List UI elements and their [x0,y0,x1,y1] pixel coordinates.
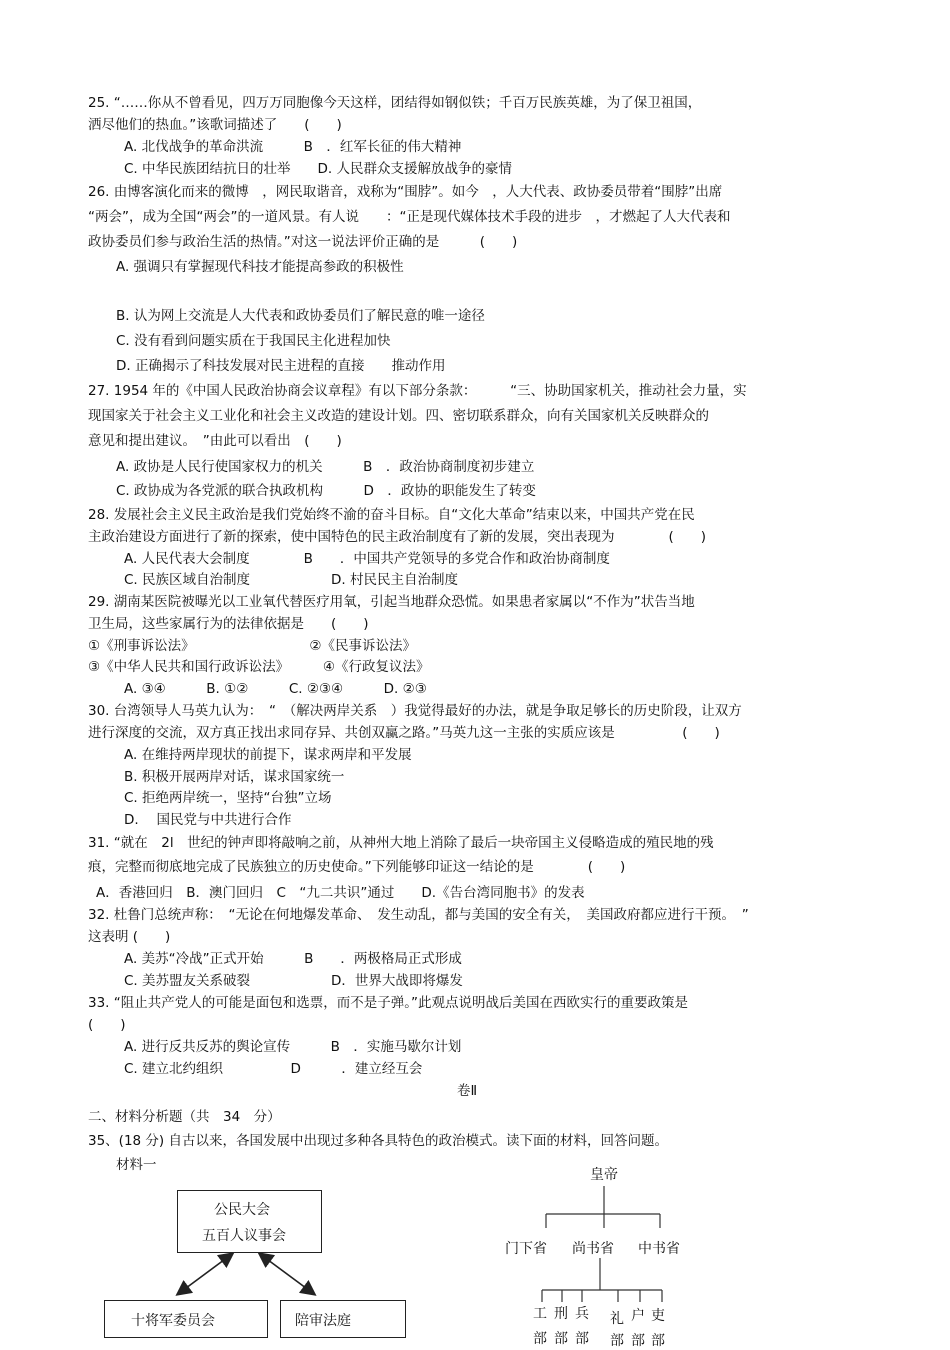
ministry-works-1: 工 [533,1306,547,1322]
q27-option-a-b: A. 政协是人民行使国家权力的机关 B ．政治协商制度初步建立 [116,459,535,475]
q27-line-2: 现国家关于社会主义工业化和社会主义改造的建设计划。四、密切联系群众，向有关国家机关反映群众的 [88,408,709,424]
q31-options: A．香港回归 B．澳门回归 C “九二共识”通过 D.《告台湾同胞书》的发表 [96,885,585,901]
arrow-council-generals [178,1254,232,1294]
q28-line-2: 主政治建设方面进行了新的探索，使中国特色的民主政治制度有了新的发展，突出表现为 ( ) [88,529,707,545]
ministry-revenue-2: 部 [631,1333,645,1349]
q33-line-1: 33. “阻止共产党人的可能是面包和选票，而不是子弹。”此观点说明战后美国在西欧实行的重要政策是 [88,995,688,1011]
assembly-label: 公民大会 [214,1202,270,1218]
q32-line-2: 这表明 ( ) [88,929,171,945]
q26-option-a: A. 强调只有掌握现代科技才能提高参政的积极性 [116,259,404,275]
ministry-justice-1: 刑 [554,1306,568,1322]
council-500-label: 五百人议事会 [202,1228,286,1244]
q29-line-4: ③《中华人民共和国行政诉讼法》 ④《行政复议法》 [88,659,430,675]
q30-line-1: 30. 台湾领导人马英九认为： “ （解决两岸关系 ）我觉得最好的办法，就是争取足够长的历史阶段，让双方 [88,703,742,719]
ministry-rites-2: 部 [610,1333,624,1349]
material-label: 材料一 [116,1157,157,1173]
q26-line-2: “两会”，成为全国“两会”的一道风景。有人说 ：“正是现代媒体技术手段的进步 ，才燃起了人大代表和 [88,209,731,225]
q33-option-a-b: A. 进行反共反苏的舆论宣传 B ．实施马歇尔计划 [124,1039,462,1055]
q26-line-3: 政协委员们参与政治生活的热情。”对这一说法评价正确的是 ( ) [88,234,518,250]
q29-line-2: 卫生局，这些家属行为的法律依据是 ( ) [88,616,369,632]
q30-option-a: A. 在维持两岸现状的前提下，谋求两岸和平发展 [124,747,412,763]
ministry-works-2: 部 [533,1331,547,1347]
section-title: 二、材料分析题（共 34 分） [88,1109,281,1125]
assembly-council-box [177,1190,322,1253]
ministry-rites-1: 礼 [610,1311,624,1327]
q28-line-1: 28. 发展社会主义民主政治是我们党始终不渝的奋斗目标。自“文化大革命”结束以来，中国共产党在民 [88,507,695,523]
q29-line-3: ①《刑事诉讼法》 ②《民事诉讼法》 [88,638,416,654]
generals-box [104,1300,268,1338]
q33-option-c-d: C. 建立北约组织 D ．建立经互会 [124,1061,423,1077]
q32-option-a-b: A. 美苏“冷战”正式开始 B ．两极格局正式形成 [124,951,462,967]
q31-line-1: 31. “就在 2l 世纪的钟声即将敲响之前，从神州大地上消除了最后一块帝国主义侵略造成的殖民地的残 [88,835,714,851]
q26-line-1: 26. 由博客演化而来的微博 ，网民取谐音，戏称为“围脖”。如今 ，人大代表、政协委员带着“围脖”出席 [88,184,723,200]
ministry-personnel-1: 吏 [651,1308,665,1324]
q28-option-a-b: A. 人民代表大会制度 B ．中国共产党领导的多党合作和政治协商制度 [124,551,610,567]
q25-option-a-b: A. 北伐战争的革命洪流 B ．红军长征的伟大精神 [124,139,462,155]
arrow-council-court [260,1254,314,1294]
q30-option-b: B. 积极开展两岸对话，谋求国家统一 [124,769,345,785]
q26-option-c: C. 没有看到问题实质在于我国民主化进程加快 [116,333,391,349]
ministry-war-2: 部 [575,1331,589,1347]
generals-label: 十将军委员会 [131,1313,215,1329]
q25-line-2: 洒尽他们的热血。”该歌词描述了 ( ) [88,117,342,133]
emperor-label: 皇帝 [590,1167,618,1183]
q27-option-c-d: C. 政协成为各党派的联合执政机构 D ．政协的职能发生了转变 [116,483,536,499]
court-box [280,1300,406,1338]
volume-title: 卷Ⅱ [457,1083,478,1099]
q25-option-c-d: C. 中华民族团结抗日的壮举 D. 人民群众支援解放战争的豪情 [124,161,512,177]
shangshu-label: 尚书省 [572,1241,614,1257]
q26-option-b: B. 认为网上交流是人大代表和政协委员们了解民意的唯一途径 [116,308,485,324]
q32-line-1: 32. 杜鲁门总统声称： “无论在何地爆发革命、 发生动乱，都与美国的安全有关， 美国政府都应进行干预。 ” [88,907,749,923]
q25-line-1: 25. “……你从不曾看见，四万万同胞像今天这样，团结得如钢似铁；千百万民族英雄，为了保卫祖国， [88,95,702,111]
q27-line-3: 意见和提出建议。 ”由此可以看出 ( ) [88,433,342,449]
ministry-revenue-1: 户 [631,1308,645,1324]
q33-line-2: ( ) [88,1017,126,1033]
q30-line-2: 进行深度的交流，双方真正找出求同存异、共创双赢之路。”马英九这一主张的实质应该是 ( ) [88,725,720,741]
ministry-justice-2: 部 [554,1331,568,1347]
court-label: 陪审法庭 [295,1313,351,1329]
q27-line-1: 27. 1954 年的《中国人民政治协商会议章程》有以下部分条款： “三、协助国家机关，推动社会力量，实 [88,383,747,399]
menxia-label: 门下省 [505,1241,547,1257]
q28-option-c-d: C. 民族区域自治制度 D. 村民民主自治制度 [124,572,458,588]
q35-stem: 35、(18 分) 自古以来，各国发展中出现过多种各具特色的政治模式。读下面的材料，回答问题。 [88,1133,668,1149]
ministry-personnel-2: 部 [651,1333,665,1349]
q30-option-c: C. 拒绝两岸统一，坚持“台独”立场 [124,790,332,806]
q30-option-d: D. 国民党与中共进行合作 [124,812,292,828]
zhongshu-label: 中书省 [638,1241,680,1257]
q29-line-1: 29. 湖南某医院被曝光以工业氧代替医疗用氧，引起当地群众恐慌。如果患者家属以“不作为”状告当地 [88,594,695,610]
q29-options: A. ③④ B. ①② C. ②③④ D. ②③ [124,681,427,697]
ministry-war-1: 兵 [575,1306,589,1322]
q31-line-2: 痕，完整而彻底地完成了民族独立的历史使命。”下列能够印证这一结论的是 ( ) [88,859,626,875]
q32-option-c-d: C. 美苏盟友关系破裂 D．世界大战即将爆发 [124,973,463,989]
q26-option-d: D. 正确揭示了科技发展对民主进程的直接 推动作用 [116,358,446,374]
